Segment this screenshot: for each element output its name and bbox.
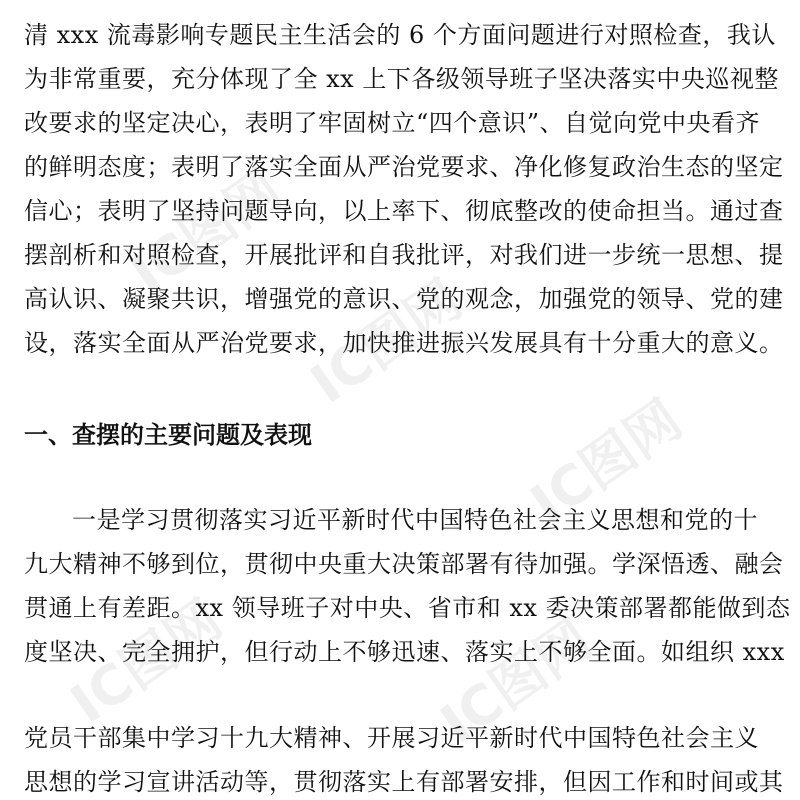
body-text-line: 清 xxx 流毒影响专题民主生活会的 6 个方面问题进行对照检查，我认 [24, 21, 776, 49]
section-heading: 一、查摆的主要问题及表现 [24, 421, 312, 449]
body-text-line: 摆剖析和对照检查，开展批评和自我批评，对我们进一步统一思想、提 [24, 241, 784, 269]
watermark: IC图网 [299, 267, 473, 416]
watermark: IC图网 [429, 607, 603, 756]
body-text-line: 贯通上有差距。xx 领导班子对中央、省市和 xx 委决策部署都能做到态 [24, 594, 791, 622]
body-text-line: 信心；表明了坚持问题导向，以上率下、彻底整改的使命担当。通过查 [24, 197, 784, 225]
body-text-line: 高认识、凝聚共识，增强党的意识、党的观念，加强党的领导、党的建 [24, 285, 784, 313]
watermark: IC图网 [119, 157, 293, 306]
watermark: IC图网 [519, 387, 693, 536]
body-text-line: 度坚决、完全拥护，但行动上不够迅速、落实上不够全面。如组织 xxx [24, 638, 785, 666]
body-text-line: 设，落实全面从严治党要求，加快推进振兴发展具有十分重大的意义。 [24, 329, 784, 357]
body-text-line: 思想的学习宣讲活动等，贯彻落实上有部署安排，但因工作和时间或其 [24, 768, 784, 796]
body-text-line: 为非常重要，充分体现了全 xx 上下各级领导班子坚决落实中央巡视整 [24, 65, 779, 93]
watermark: IC图网 [59, 587, 233, 736]
body-text-line: 九大精神不够到位，贯彻中央重大决策部署有待加强。学深悟透、融会 [24, 550, 784, 578]
body-text-line: 一是学习贯彻落实习近平新时代中国特色社会主义思想和党的十 [72, 506, 758, 534]
body-text-line: 的鲜明态度；表明了落实全面从严治党要求、净化修复政治生态的坚定 [24, 153, 784, 181]
body-text-line: 改要求的坚定决心，表明了牢固树立“四个意识”、自觉向党中央看齐 [24, 109, 761, 137]
body-text-line: 党员干部集中学习十九大精神、开展习近平新时代中国特色社会主义 [24, 724, 759, 752]
